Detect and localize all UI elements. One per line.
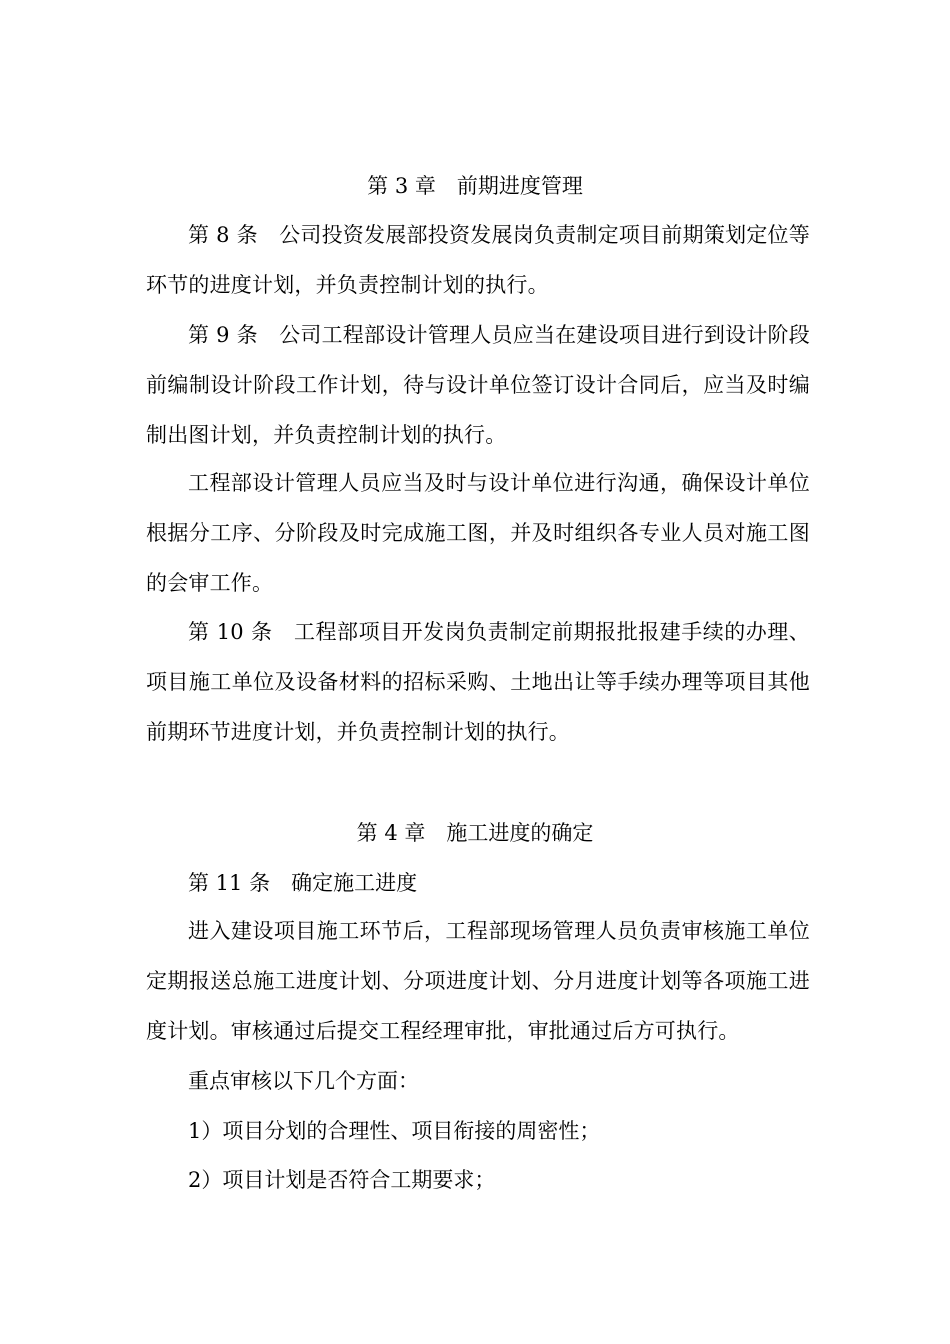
chapter-3-title: 第 3 章 前期进度管理 bbox=[367, 174, 583, 198]
article-8: 第 8 条 公司投资发展部投资发展岗负责制定项目前期策划定位等环节的进度计划，并负责控制计划的执行。 bbox=[146, 223, 810, 297]
article-11-heading: 第 11 条 确定施工进度 bbox=[188, 871, 418, 895]
article-10: 第 10 条 工程部项目开发岗负责制定前期报批报建手续的办理、项目施工单位及设备材料的招标采购、土地出让等手续办理等项目其他前期环节进度计划，并负责控制计划的执行。 bbox=[146, 620, 810, 744]
article-11-paragraph-2: 重点审核以下几个方面： bbox=[188, 1069, 419, 1093]
list-item-1: 1）项目分划的合理性、项目衔接的周密性； bbox=[188, 1119, 601, 1143]
list-item-2: 2）项目计划是否符合工期要求； bbox=[188, 1168, 496, 1192]
article-9: 第 9 条 公司工程部设计管理人员应当在建设项目进行到设计阶段前编制设计阶段工作计划，待与设计单位签订设计合同后，应当及时编制出图计划，并负责控制计划的执行。 bbox=[146, 323, 810, 447]
article-11-paragraph-1: 进入建设项目施工环节后，工程部现场管理人员负责审核施工单位定期报送总施工进度计划、分项进度计划、分月进度计划等各项施工进度计划。审核通过后提交工程经理审批，审批通过后方可执行。 bbox=[146, 919, 810, 1043]
article-9-paragraph-2: 工程部设计管理人员应当及时与设计单位进行沟通，确保设计单位根据分工序、分阶段及时完成施工图，并及时组织各专业人员对施工图的会审工作。 bbox=[146, 471, 810, 595]
chapter-4-title: 第 4 章 施工进度的确定 bbox=[356, 821, 594, 845]
